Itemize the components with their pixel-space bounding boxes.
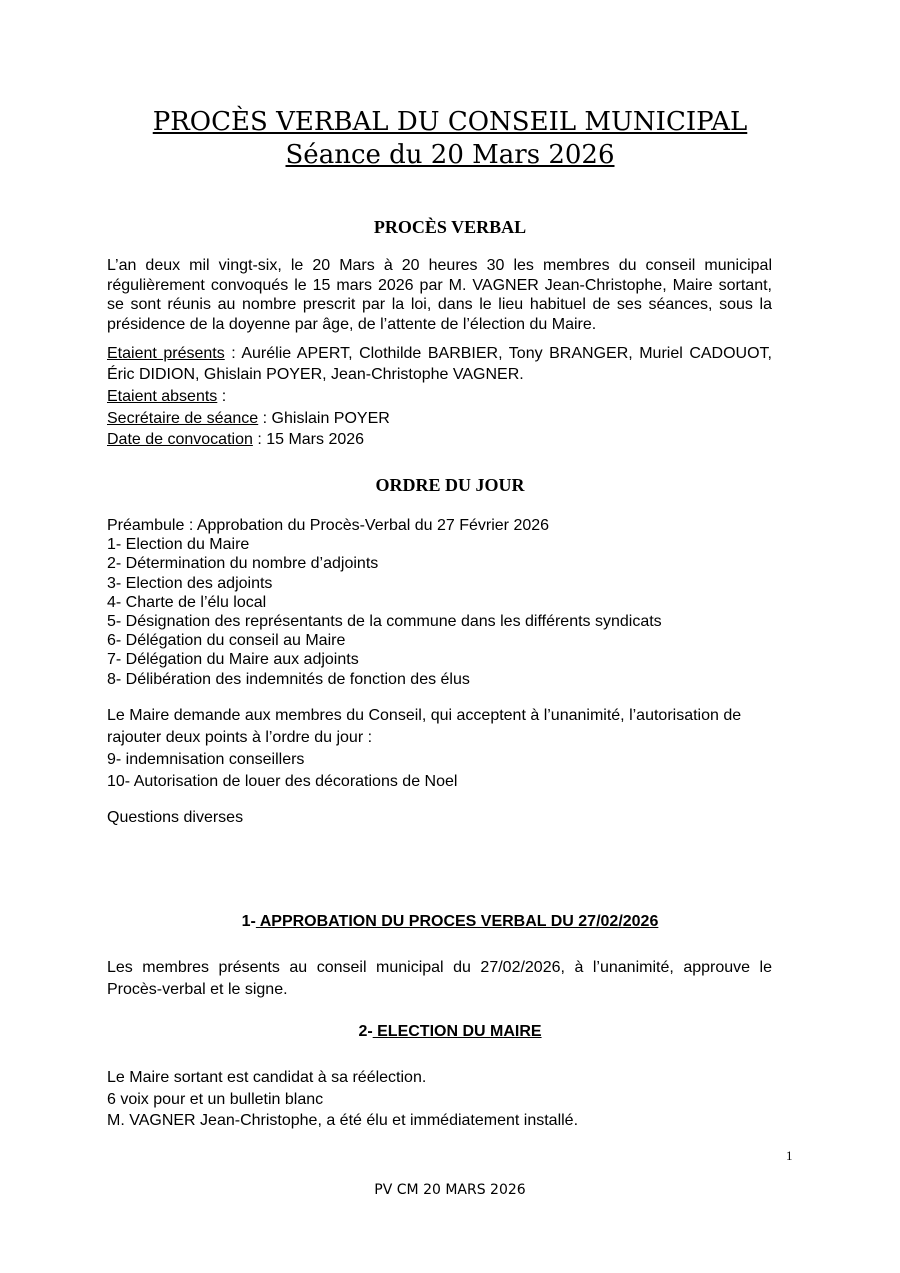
meeting-details (107, 386, 772, 451)
convocation-value: : 15 Mars 2026 (252, 431, 365, 448)
secretaire-value: : Ghislain POYER (258, 409, 390, 427)
absents-line (107, 386, 772, 408)
section-2-text (107, 1067, 772, 1132)
intro-paragraph: L’an deux mil vingt-six, le 20 Mars à 20 heures 30 les membres du conseil municipal régulièrement convoqués le 15 mars 2026 par M. VAGNER Jean-Christophe, Maire sortant, se sont réunis au nombre prescrit par la loi, dans le lieu habituel de ses séances, sous la présidence de la doyenne par âge, de l’attente de l’élection du Maire. (107, 257, 772, 333)
secretaire-label: Secrétaire de séance (107, 409, 259, 427)
section-2-heading (0, 1023, 900, 1041)
questions-diverses: Questions diverses (107, 809, 244, 826)
agenda-item: 2- Détermination du nombre d’adjoints (107, 555, 379, 573)
agenda-item: 3- Election des adjoints (107, 574, 273, 592)
section-1-title: APPROBATION DU PROCES VERBAL DU 27/02/2026 (255, 913, 659, 930)
addendum-list (107, 749, 772, 793)
agenda-item: 5- Désignation des représentants de la commune dans les différents syndicats (107, 613, 662, 631)
presents-label: Etaient présents (107, 345, 225, 362)
proces-verbal-heading: PROCÈS VERBAL (373, 217, 527, 237)
section-2-line: Le Maire sortant est candidat à sa réélection. (107, 1069, 427, 1086)
section-2-line: M. VAGNER Jean-Christophe, a été élu et immédiatement installé. (107, 1112, 579, 1129)
agenda-item: 1- Election du Maire (107, 536, 250, 554)
agenda-item: 6- Délégation du conseil au Maire (107, 632, 346, 650)
page-footer: PV CM 20 MARS 2026 (374, 1182, 526, 1198)
section-2-line: 6 voix pour et un bulletin blanc (107, 1090, 324, 1108)
agenda-item: 4- Charte de l’élu local (107, 593, 267, 611)
agenda-list (107, 516, 772, 689)
ordre-du-jour-heading: ORDRE DU JOUR (375, 475, 525, 495)
agenda-item: Préambule : Approbation du Procès-Verbal du 27 Février 2026 (107, 517, 550, 534)
convocation-label: Date de convocation (107, 431, 253, 448)
attendance-block (107, 343, 772, 385)
document-title: PROCÈS VERBAL DU CONSEIL MUNICIPAL (152, 107, 748, 137)
absents-value: : (217, 388, 227, 405)
addendum-item: 10- Autorisation de louer des décorations de Noel (107, 773, 458, 790)
secretaire-line (107, 408, 772, 430)
agenda-item: 8- Délibération des indemnités de fonction des élus (107, 670, 470, 688)
section-1-heading (0, 913, 900, 931)
presents-value: : Aurélie APERT, Clothilde BARBIER, Tony BRANGER, Muriel CADOUOT, Éric DIDION, Ghislain POYER, Jean-Christophe VAGNER. (107, 345, 772, 383)
addendum-item: 9- indemnisation conseillers (107, 751, 305, 768)
section-1-number: 1- (241, 913, 256, 930)
absents-label: Etaient absents (107, 388, 218, 405)
section-2-number: 2- (358, 1023, 373, 1040)
agenda-item: 7- Délégation du Maire aux adjoints (107, 651, 359, 669)
section-1-text: Les membres présents au conseil municipal du 27/02/2026, à l’unanimité, approuve le Procès-verbal et le signe. (107, 959, 772, 998)
page-number: 1 (786, 1148, 793, 1163)
convocation-line (107, 429, 772, 451)
addendum-paragraph: Le Maire demande aux membres du Conseil, qui acceptent à l’unanimité, l’autorisation de rajouter deux points à l’ordre du jour : (107, 707, 742, 746)
section-2-title: ELECTION DU MAIRE (372, 1023, 542, 1040)
session-date-title: Séance du 20 Mars 2026 (285, 140, 615, 170)
